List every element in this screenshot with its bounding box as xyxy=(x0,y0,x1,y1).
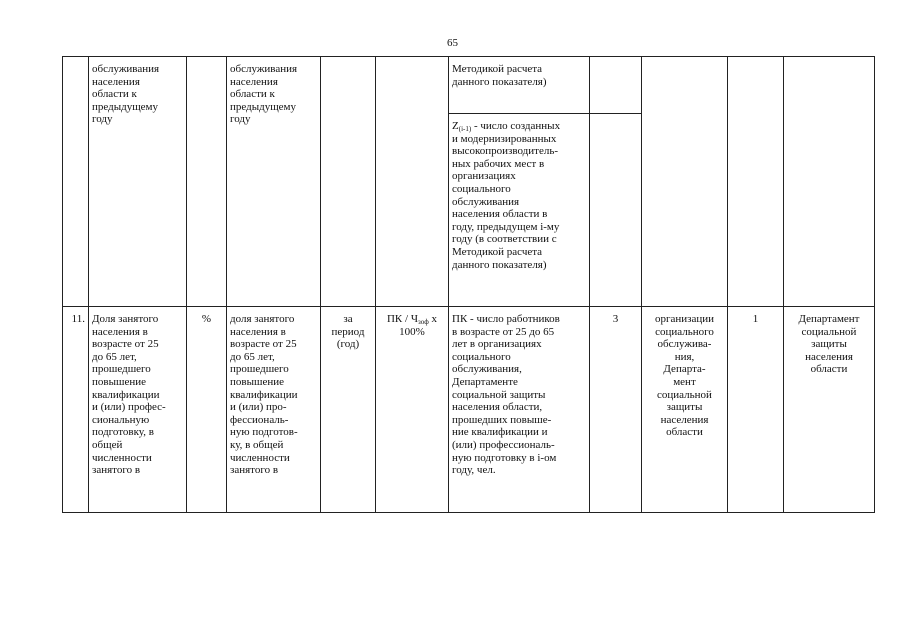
cell-components-top: Методикой расчета данного показателя) xyxy=(449,57,590,114)
cell-period-empty xyxy=(321,57,376,307)
cell-responsible-empty xyxy=(784,57,875,307)
cell-source-11: организации социального обслужива- ния, Департа- мент социальной защиты населения области xyxy=(642,307,728,513)
z-description: - число созданных и модернизированных высокопроизводитель- ных рабочих мест в организациях социального обслуживания населения области в году, предыдущем i-му году (в соответствии с Методикой расчета данного показателя) xyxy=(452,120,561,271)
cell-method-empty-2 xyxy=(590,114,642,307)
cell-period-11: за период (год) xyxy=(321,307,376,513)
cell-method-empty xyxy=(590,57,642,114)
table-row-11 xyxy=(63,307,875,513)
cell-definition: обслуживания населения области к предыдущему году xyxy=(227,57,321,307)
formula-part-b: х 100% xyxy=(399,313,437,338)
cell-level-11: 1 xyxy=(728,307,784,513)
formula-part-a: ПК / Ч xyxy=(386,313,418,325)
cell-source-empty xyxy=(642,57,728,307)
cell-num-empty xyxy=(63,57,89,307)
cell-row-number: 11. xyxy=(63,307,89,513)
cell-indicator-name-11: Доля занятого населения в возрасте от 25 до 65 лет, прошедшего повышение квалификации и (или) профес- сиональную подготовку, в общей численности занятого в xyxy=(89,307,187,513)
formula-subscript: зоф xyxy=(417,318,429,326)
table-row-continued xyxy=(63,57,875,114)
cell-components-bottom xyxy=(449,114,590,307)
indicator-table xyxy=(62,56,875,513)
cell-unit-11: % xyxy=(187,307,227,513)
cell-responsible-11: Департамент социальной защиты населения области xyxy=(784,307,875,513)
cell-method-11: 3 xyxy=(590,307,642,513)
page-number: 65 xyxy=(447,37,458,49)
cell-components-11: ПК - число работников в возрасте от 25 до 65 лет в организациях социального обслуживания, Департаменте социальной защиты населения области, прошедших повыше- ние квалификации и (или) профессиональ- ную подготовку в i-ом году, чел. xyxy=(449,307,590,513)
z-subscript: (i-1) xyxy=(458,125,472,133)
cell-definition-11: доля занятого населения в возрасте от 25 до 65 лет, прошедшего повышение квалификации и (или) про- фессиональ- ную подготов- ку, в общей численности занятого в xyxy=(227,307,321,513)
cell-level-empty xyxy=(728,57,784,307)
z-symbol: Z xyxy=(452,120,459,132)
cell-formula-11 xyxy=(376,307,449,513)
cell-formula-empty xyxy=(376,57,449,307)
cell-indicator-name: обслуживания населения области к предыдущему году xyxy=(89,57,187,307)
cell-unit-empty xyxy=(187,57,227,307)
